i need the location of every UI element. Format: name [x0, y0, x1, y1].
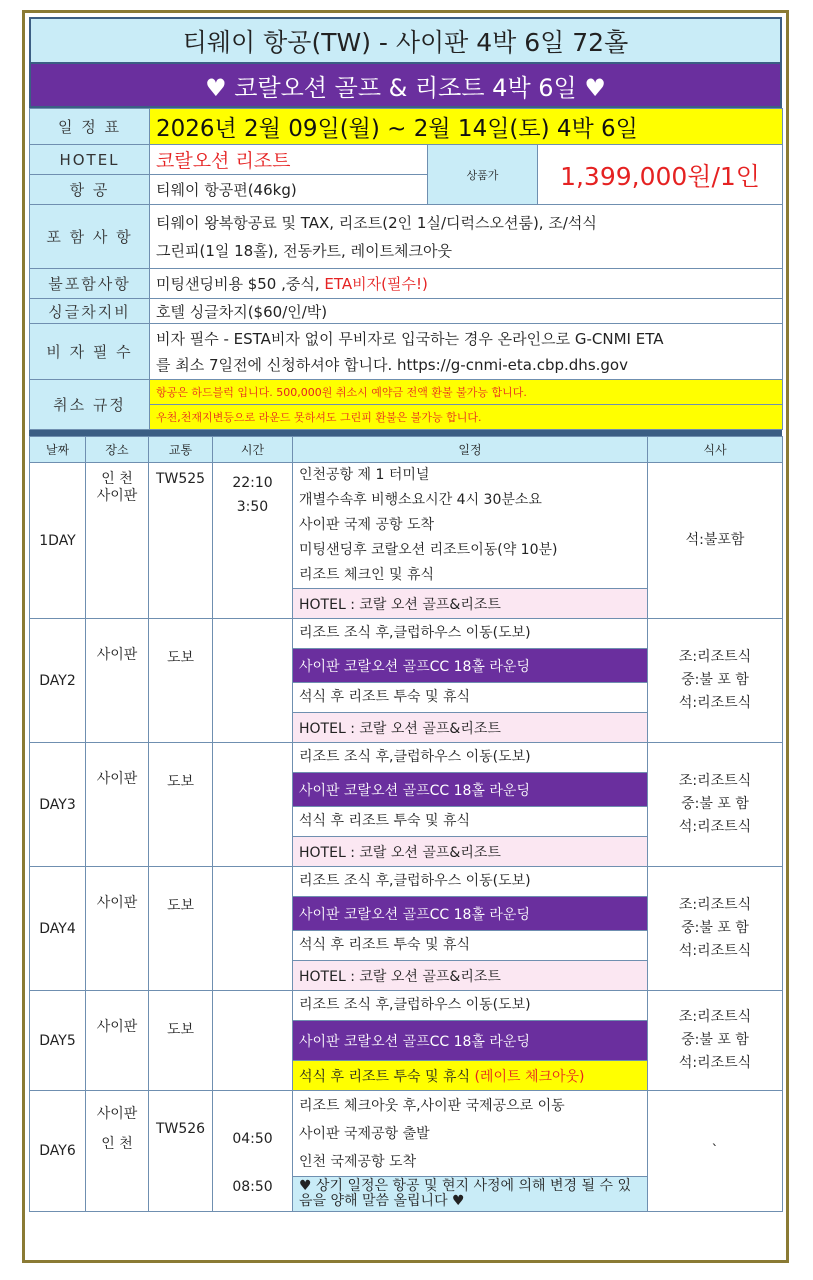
- cancel-line-1: 항공은 하드블럭 입니다. 500,000원 취소시 예약금 전액 환불 불가능 합니다.: [150, 380, 783, 405]
- exclude-value: [150, 269, 783, 299]
- header-transport: 교통: [149, 437, 213, 463]
- schedule-table: [29, 436, 783, 1212]
- list-item: 사이판 국제공항 출발: [299, 1125, 430, 1142]
- day5-item-1: 리조트 조식 후,클럽하우스 이동(도보): [293, 991, 648, 1021]
- day4-item-1: 리조트 조식 후,클럽하우스 이동(도보): [293, 867, 648, 897]
- single-label: 싱글차지비: [30, 299, 150, 324]
- day5-transport: 도보: [149, 991, 213, 1091]
- day2-lunch: 중:불 포 함: [681, 672, 749, 688]
- day1-time-arrive: 3:50: [236, 499, 269, 515]
- day1-meal: 석:불포함: [648, 463, 783, 619]
- day1-time-depart: 22:10: [232, 475, 273, 491]
- schedule-header-row: [30, 437, 783, 463]
- day6-place-to: 인 천: [101, 1136, 133, 1152]
- day5-place: 사이판: [86, 991, 149, 1091]
- visa-value: [150, 324, 783, 380]
- day5-time: [213, 991, 293, 1091]
- day5-golf: 사이판 코랄오션 골프CC 18홀 라운딩: [293, 1021, 648, 1061]
- day4-lunch: 중:불 포 함: [681, 920, 749, 936]
- day4-meal: [648, 867, 783, 991]
- day4-label: DAY4: [30, 867, 86, 991]
- day3-meal: [648, 743, 783, 867]
- day4-hotel: HOTEL : 코랄 오션 골프&리조트: [293, 961, 648, 991]
- air-value: 티웨이 항공편(46kg): [150, 175, 428, 205]
- day2-golf: 사이판 코랄오션 골프CC 18홀 라운딩: [293, 649, 648, 683]
- include-line-1: 티웨이 왕복항공료 및 TAX, 리조트(2인 1실/디럭스오션룸), 조/석식: [156, 213, 597, 232]
- day6-place-from: 사이판: [96, 1106, 138, 1122]
- day6-items: [293, 1091, 648, 1177]
- day6-transport: TW526: [149, 1091, 213, 1212]
- exclude-eta-visa: ETA비자(필수!): [324, 275, 428, 293]
- day5-dinner: 석:리조트식: [678, 1055, 752, 1071]
- day4-transport: 도보: [149, 867, 213, 991]
- day4-golf: 사이판 코랄오션 골프CC 18홀 라운딩: [293, 897, 648, 931]
- day2-meal: [648, 619, 783, 743]
- hotel-label: HOTEL: [30, 145, 150, 175]
- day3-transport: 도보: [149, 743, 213, 867]
- day5-lunch: 중:불 포 함: [681, 1032, 749, 1048]
- day2-item-2: 석식 후 리조트 투숙 및 휴식: [293, 683, 648, 713]
- day2-breakfast: 조:리조트식: [678, 649, 752, 665]
- day6-time-arrive: 08:50: [232, 1179, 273, 1195]
- itinerary-document: [29, 17, 782, 1212]
- info-table: [29, 108, 783, 430]
- day6-label: DAY6: [30, 1091, 86, 1212]
- list-item: 인천 국제공항 도착: [299, 1153, 417, 1170]
- day3-label: DAY3: [30, 743, 86, 867]
- day4-dinner: 석:리조트식: [678, 943, 752, 959]
- list-item: 개별수속후 비행소요시간 4시 30분소요: [299, 492, 542, 508]
- header-time: 시간: [213, 437, 293, 463]
- visa-line-1: 비자 필수 - ESTA비자 없이 무비자로 입국하는 경우 온라인으로 G-CNMI ETA: [156, 329, 664, 348]
- day1-hotel: HOTEL : 코랄 오션 골프&리조트: [293, 589, 648, 619]
- day6-notice: ♥ 상기 일정은 항공 및 현지 사정에 의해 변경 될 수 있음을 양해 말씀 올립니다 ♥: [293, 1177, 648, 1212]
- day2-place: 사이판: [86, 619, 149, 743]
- single-value: 호텔 싱글차지($60/인/박): [150, 299, 783, 324]
- day6-time: [213, 1091, 293, 1212]
- exclude-text: 미팅샌딩비용 $50 ,중식,: [156, 275, 325, 293]
- day5-meal: [648, 991, 783, 1091]
- day5-item-2-text: 석식 후 리조트 투숙 및 휴식: [299, 1068, 475, 1085]
- day3-breakfast: 조:리조트식: [678, 773, 752, 789]
- table-row: [30, 463, 783, 589]
- day3-item-2: 석식 후 리조트 투숙 및 휴식: [293, 807, 648, 837]
- day4-place: 사이판: [86, 867, 149, 991]
- day6-time-depart: 04:50: [232, 1131, 273, 1147]
- day2-time: [213, 619, 293, 743]
- hotel-value: 코랄오션 리조트: [150, 145, 428, 175]
- day3-time: [213, 743, 293, 867]
- header-table: [29, 17, 782, 108]
- day1-place-from: 인 천: [101, 471, 133, 487]
- include-value: [150, 205, 783, 269]
- header-place: 장소: [86, 437, 149, 463]
- list-item: 미팅샌딩후 코랄오션 리조트이동(약 10분): [299, 542, 558, 558]
- day2-item-1: 리조트 조식 후,클럽하우스 이동(도보): [293, 619, 648, 649]
- header-date: 날짜: [30, 437, 86, 463]
- day5-label: DAY5: [30, 991, 86, 1091]
- day4-item-2: 석식 후 리조트 투숙 및 휴식: [293, 931, 648, 961]
- day3-hotel: HOTEL : 코랄 오션 골프&리조트: [293, 837, 648, 867]
- price-label: 상품가: [428, 145, 538, 205]
- list-item: 인천공항 제 1 터미널: [299, 467, 430, 483]
- table-row: [30, 619, 783, 649]
- schedule-value: 2026년 2월 09일(월) ~ 2월 14일(토) 4박 6일: [150, 109, 783, 145]
- package-subtitle: ♥ 코랄오션 골프 & 리조트 4박 6일 ♥: [30, 63, 781, 107]
- day3-dinner: 석:리조트식: [678, 819, 752, 835]
- visa-line-2: 를 최소 7일전에 신청하셔야 합니다. https://g-cnmi-eta.cbp.dhs.gov: [156, 355, 628, 374]
- day1-place: [86, 463, 149, 619]
- day3-place: 사이판: [86, 743, 149, 867]
- day1-time: [213, 463, 293, 619]
- day5-breakfast: 조:리조트식: [678, 1009, 752, 1025]
- day6-place: [86, 1091, 149, 1212]
- list-item: 리조트 체크인 및 휴식: [299, 567, 435, 583]
- day2-label: DAY2: [30, 619, 86, 743]
- day1-items: [293, 463, 648, 589]
- price-value: 1,399,000원/1인: [538, 145, 783, 205]
- day1-place-to: 사이판: [96, 488, 138, 504]
- visa-label: 비 자 필 수: [30, 324, 150, 380]
- day3-golf: 사이판 코랄오션 골프CC 18홀 라운딩: [293, 773, 648, 807]
- cancel-label: 취소 규정: [30, 380, 150, 430]
- day1-label: 1DAY: [30, 463, 86, 619]
- day5-late-checkout: (레이트 체크아웃): [474, 1068, 585, 1085]
- air-label: 항 공: [30, 175, 150, 205]
- day6-meal: `: [648, 1091, 783, 1212]
- table-row: [30, 1091, 783, 1177]
- day3-item-1: 리조트 조식 후,클럽하우스 이동(도보): [293, 743, 648, 773]
- cancel-line-2: 우천,천재지변등으로 라운드 못하셔도 그린피 환불은 불가능 합니다.: [150, 405, 783, 430]
- include-label: 포 함 사 항: [30, 205, 150, 269]
- day1-transport: TW525: [149, 463, 213, 619]
- day2-dinner: 석:리조트식: [678, 695, 752, 711]
- include-line-2: 그린피(1일 18홀), 전동카트, 레이트체크아웃: [156, 241, 453, 260]
- table-row: [30, 867, 783, 897]
- header-meal: 식사: [648, 437, 783, 463]
- day4-time: [213, 867, 293, 991]
- list-item: 사이판 국제 공항 도착: [299, 517, 435, 533]
- day2-hotel: HOTEL : 코랄 오션 골프&리조트: [293, 713, 648, 743]
- page-title: 티웨이 항공(TW) - 사이판 4박 6일 72홀: [30, 18, 781, 63]
- day5-item-2: [293, 1061, 648, 1091]
- day4-breakfast: 조:리조트식: [678, 897, 752, 913]
- day2-transport: 도보: [149, 619, 213, 743]
- header-itinerary: 일정: [293, 437, 648, 463]
- exclude-label: 불포함사항: [30, 269, 150, 299]
- schedule-label: 일 정 표: [30, 109, 150, 145]
- table-row: [30, 743, 783, 773]
- table-row: [30, 991, 783, 1021]
- day3-lunch: 중:불 포 함: [681, 796, 749, 812]
- list-item: 리조트 체크아웃 후,사이판 국제공으로 이동: [299, 1097, 565, 1114]
